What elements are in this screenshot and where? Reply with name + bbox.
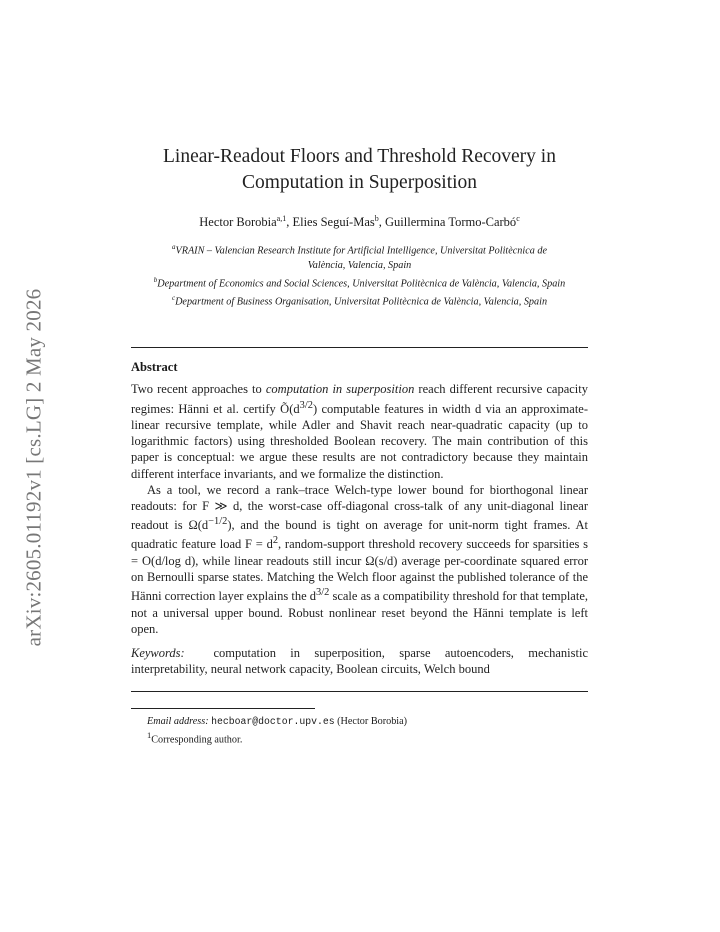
footnote-rule bbox=[131, 708, 315, 709]
emphasis: computation in superposition bbox=[265, 382, 415, 397]
arxiv-identifier: arXiv:2605.01192v1 [cs.LG] 2 May 2026 bbox=[21, 288, 46, 646]
keywords bbox=[131, 645, 588, 677]
corresponding-footnote: $^1$Corresponding author. bbox=[147, 729, 243, 746]
keywords-list: computation in superposition, sparse autoencoders, mechanistic interpretability, neural network capacity, Boolean circuits, Welch bound bbox=[131, 646, 589, 677]
paper-title bbox=[131, 144, 588, 196]
author-sup: b bbox=[374, 214, 379, 223]
author-name: Guillermina Tormo-Carbó bbox=[385, 215, 517, 230]
author-sup: c bbox=[516, 214, 520, 223]
author-list: Hector Borobia$^{a,1}$, Elies Seguí-Mas$^b$, Guillermina Tormo-Carbó$^c$ bbox=[199, 214, 520, 230]
paper-first-page bbox=[131, 0, 588, 747]
author-name: Hector Borobia bbox=[199, 215, 277, 230]
keywords-label: Keywords: bbox=[131, 646, 185, 660]
title-line-1: Linear-Readout Floors and Threshold Recovery in bbox=[163, 146, 556, 167]
affiliation: $^c$Department of Business Organisation, Universitat Politècnica de València, Valencia, Spain bbox=[171, 293, 548, 308]
author-sup: a,1 bbox=[276, 214, 287, 223]
email-footnote: Email address: hecboar@doctor.upv.es (Hector Borobia) bbox=[147, 716, 408, 728]
title-line-2: Computation in Superposition bbox=[241, 172, 478, 193]
affiliations bbox=[131, 240, 588, 309]
abstract-top-rule bbox=[131, 347, 588, 348]
arxiv-sidebar bbox=[14, 262, 54, 672]
abstract-heading: Abstract bbox=[131, 360, 178, 375]
abstract-paragraph-2: As a tool, we record a rank–trace Welch-type lower bound for biorthogonal linear readouts: for F ≫ d, the worst-case off-diagonal cross-talk of any unit-diagonal linear readout is $\Omega(d^{-1/2})$, and the bound is tight on average for unit-norm tight frames. At quadratic feature load $F = d^2$, random-support threshold recovery succeeds for sparsities s = O(d/log d), while linear readouts still incur Ω(s/d) average per-coordinate squared error on Bernoulli sparse states. Matching the Welch floor against the published tolerance of the Hänni correction layer explains the $d^{3/2}$ scale as a compatibility threshold for that template, not a universal upper bound. Robust nonlinear reset beyond the Hänni template is left open. bbox=[131, 482, 589, 636]
affiliation: $^b$Department of Economics and Social Sciences, Universitat Politècnica de València, Valencia, Spain bbox=[153, 275, 566, 289]
abstract-bottom-rule bbox=[131, 691, 588, 692]
author-name: Elies Seguí-Mas bbox=[292, 215, 375, 230]
abstract-paragraph-1: Two recent approaches to computation in superposition reach different recursive capacity regimes: Hänni et al. certify $Õ(d^{3/2})$ computable features in width d via an approximate-linear recursive template, while Adler and Shavit reach near-quadratic capacity (up to logarithmic factors) using thresholded Boolean recovery. The main contribution of this paper is conceptual: we argue these results are not contradictory because they maintain different interface invariants, and we formalize the distinction. bbox=[131, 382, 589, 481]
email-address[interactable]: hecboar@doctor.upv.es bbox=[211, 716, 335, 728]
affiliation: $^a$VRAIN – Valencian Research Institute for Artificial Intelligence, Universitat Politècnica de València, Valencia, Spain bbox=[172, 243, 547, 271]
